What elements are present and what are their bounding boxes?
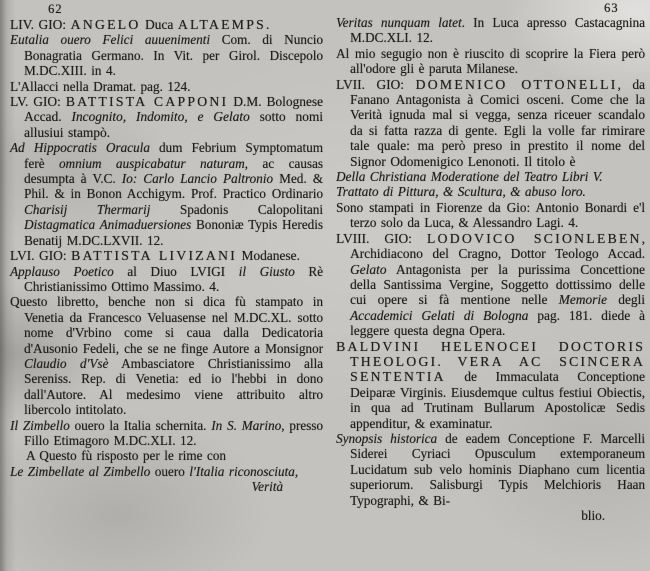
text-segment <box>443 354 457 369</box>
text-segment: Distagmatica Animaduersiones <box>24 217 192 233</box>
text-segment: Modanese. <box>236 248 300 264</box>
text-segment: Med. & Phil. & in Bonon Acchigym. Prof. Practico Ordinario <box>24 171 323 202</box>
page-number-right: 63 <box>604 1 619 15</box>
text-segment: A Questo fù risposto per le rime con <box>26 448 226 464</box>
text-segment: pag. 181. diede à leggere questa degna Opera. <box>350 307 645 339</box>
text-segment: Questo libretto, benche non si dica fù stampato in Venetia da Francesco Veluasense nel M.DC.XL. sotto nome d'Vrbino come si caua dalla Dedicatoria d'Ausonio Fedeli, che se ne finge Autore a Monsignor <box>10 294 323 356</box>
entry-heading-lviii-scionleben <box>336 230 646 339</box>
text-segment: Bononiæ Typis Heredis Benatij M.DC.LXVII. 12. <box>24 217 323 248</box>
text-segment: Ambasciatore Christianissimo alla Sereniss. Rep. di Venetia: ed io l'hebbi in dono dall'Autore. Al medesimo viene attribuito altro libercolo intitolato. <box>24 355 324 418</box>
text-segment: , ac causas desumpta à V.C. <box>24 155 323 187</box>
text-segment: . <box>265 17 270 32</box>
text-segment: LV. GIO: <box>10 94 66 110</box>
text-segment: Duca <box>140 17 178 32</box>
catchword-right <box>336 508 645 523</box>
text-segment: LODOVICO SCIONLEBEN <box>426 230 642 246</box>
entry-note-a-questo <box>10 448 323 463</box>
text-segment: Al mio segugio non è riuscito di scoprire la Fiera però all'odore gli è paruta Milanese. <box>336 45 645 77</box>
text-segment: LIV. GIO: <box>10 17 71 32</box>
text-segment: LVIII. GIO: <box>336 230 427 246</box>
text-segment: , Archidiacono del Cragno, Dottor Teologo Accad. <box>350 230 646 262</box>
text-segment: Gelato <box>350 261 387 277</box>
catchword-left <box>10 479 323 494</box>
text-segment: VERA AC SCINCERA SENTENTIA <box>350 353 645 385</box>
text-segment: Claudio d'Vsè <box>24 355 109 371</box>
entry-ref-allacci <box>10 78 323 94</box>
text-segment: de Immaculata Conceptione Deiparæ Virginis. Eiusdemque cultus festiui Obiectis, in qua ad Trutinam Bullarum Apostolicæ Sedis appenditur, & examinatur. <box>350 369 645 431</box>
text-segment: omnium auspicabatur naturam <box>58 155 245 171</box>
entry-work-le-zimbellate <box>10 463 323 479</box>
text-segment: Accademici Gelati di Bologna <box>350 307 529 323</box>
entry-work-eutalia <box>10 32 323 79</box>
entry-work-trattato-di-pittura <box>336 184 645 200</box>
text-segment: Rè Christianissimo Ottimo Massimo. 4. <box>24 263 323 294</box>
entry-heading-lvii-ottonelli <box>336 76 645 169</box>
entry-note-sono-stampati <box>336 199 645 231</box>
text-segment: l'Italia riconosciuta, <box>189 463 299 479</box>
page-number-left: 62 <box>48 2 63 16</box>
entry-heading-liv-altaemps <box>10 17 323 32</box>
text-segment: Charisij Thermarij <box>24 201 151 217</box>
text-segment: dum Febrium Symptomatum ferè <box>24 140 323 171</box>
entry-heading-lv-capponi <box>10 94 324 140</box>
entry-work-applauso-poetico <box>10 263 323 295</box>
text-segment: LVII. GIO: <box>336 76 416 92</box>
text-segment: de eadem Conceptione F. Marcelli Siderei Cyriaci Opusculum extemporaneum Lucidatum sub velo hominis Diaphano cum licentia superiorum. Salisburgi Typis Melchioris Haan Typographi, & Bi- <box>350 430 645 508</box>
text-segment: Le Zimbellate al Zimbello <box>10 463 151 479</box>
text-segment: Veritas nunquam latet <box>336 15 462 30</box>
text-segment: Eutalia ouero Felici auuenimenti <box>10 32 211 48</box>
text-segment: . In Luca apresso Castacagnina M.DC.XLI. 12. <box>350 15 645 46</box>
text-segment: Della Christiana Moderatione del Teatro Libri V. <box>336 169 603 185</box>
left-column <box>10 17 323 495</box>
entry-work-il-zimbello <box>10 417 323 449</box>
text-segment: BATTISTA LIVIZANI <box>71 248 237 264</box>
entry-note-questo-libretto <box>10 294 324 418</box>
text-segment: D.M. Bolognese Accad. <box>24 94 324 125</box>
text-segment: , da Fanano Antagonista à Comici osceni. Come che la Verità ignuda mal si vegga, senza riceuer scandalo da si fatta razza di gente. Egli la volle far rimirare tale quale: ma però preso in prestito il nome del Signor Odomenigico Lenonoti. Il titolo è <box>350 76 645 169</box>
text-segment: ANGELO <box>70 17 141 32</box>
right-column <box>336 15 645 523</box>
text-segment: Applauso Poetico <box>10 263 114 279</box>
entry-heading-balduini <box>336 338 645 431</box>
text-segment: Verità <box>251 479 283 495</box>
text-segment: BATTISTA CAPPONI <box>65 94 229 110</box>
entry-heading-lvi-livizani <box>10 248 323 264</box>
entry-work-synopsis-historica <box>336 430 645 508</box>
text-segment: blio. <box>581 508 605 523</box>
entry-work-hippocratis-oracula <box>10 140 323 248</box>
text-segment: DOMENICO OTTONELLI <box>415 76 618 92</box>
text-segment: Ad Hippocratis Oracula <box>10 140 150 156</box>
text-segment: il Giusto <box>238 263 295 279</box>
text-segment: Antagonista per la purissima Concettione della Santissima Vergine, Soggetto dottissimo delle cui opere si fà mentione nelle <box>350 261 645 308</box>
text-segment: Synopsis historica <box>336 430 438 446</box>
text-segment: Io: Carlo Lancio Paltronio <box>121 171 274 187</box>
text-segment: In S. Marino <box>211 417 282 433</box>
text-segment: Il Zimbello <box>10 417 70 433</box>
text-segment: ouero <box>150 463 190 479</box>
text-segment: sotto nomi allusiui stampò. <box>24 109 323 140</box>
entry-work-veritas <box>336 15 645 46</box>
text-segment: LVI. GIO: <box>10 248 72 264</box>
text-segment: al Diuo LVIGI <box>113 263 239 279</box>
text-segment: L'Allacci nella Dramat. pag. 124. <box>10 78 191 94</box>
text-segment: Incognito, Indomito, e Gelato <box>71 109 250 125</box>
text-segment: degli <box>606 292 645 308</box>
text-segment: ouero la Italia schernita. <box>69 417 212 433</box>
text-segment: , presso Fillo Etimagoro M.DC.XLI. 12. <box>24 417 323 448</box>
text-segment: Memorie <box>558 292 607 308</box>
text-segment: ALTAEMPS <box>177 17 266 32</box>
text-segment: Com. di Nuncio Bonagratia Germano. In Vit. per Girol. Discepolo M.DC.XIII. in 4. <box>24 32 323 79</box>
text-segment: BALDVINI HELENOCEI DOCTORIS THEOLOGI. <box>336 338 645 369</box>
entry-work-della-christiana-moderatione <box>336 169 645 185</box>
text-segment: Trattato di Pittura, & Scultura, & abuso loro. <box>336 184 586 200</box>
entry-note-al-mio-segugio <box>336 45 645 77</box>
text-segment: Sono stampati in Fiorenze da Gio: Antonio Bonardi e'l terzo solo da Luca, & Alessandro Lagi. 4. <box>336 199 645 231</box>
text-segment: Spadonis Calopolitani <box>150 201 323 217</box>
